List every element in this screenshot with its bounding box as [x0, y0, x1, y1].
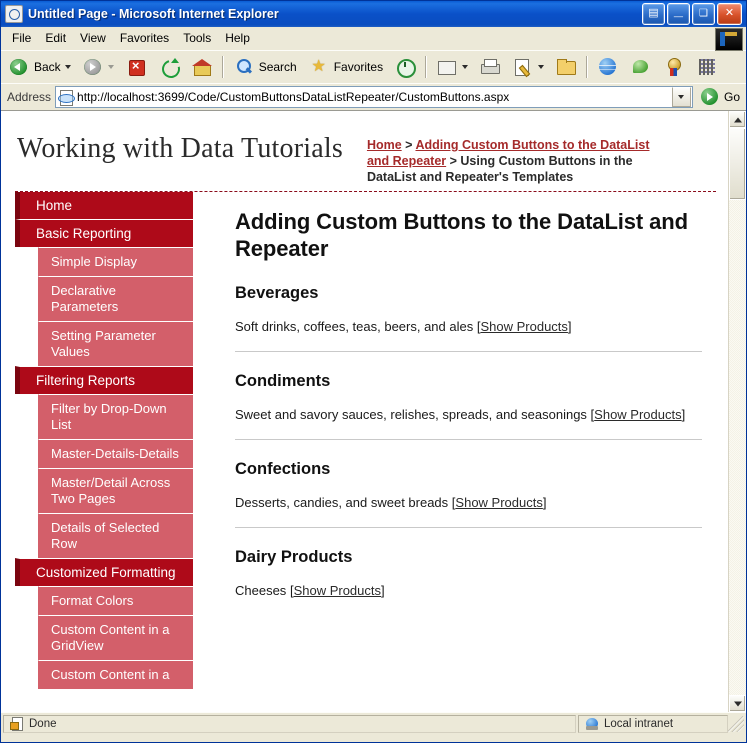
globe-button[interactable]	[592, 53, 624, 81]
sidebar-item-setting-parameter-values[interactable]: Setting Parameter Values	[38, 321, 193, 366]
refresh-button[interactable]	[153, 53, 185, 81]
sidebar-item-custom-content-in-a[interactable]: Custom Content in a	[38, 660, 193, 689]
back-button[interactable]	[3, 53, 76, 81]
toolbar-separator-3	[586, 56, 588, 78]
discuss-button[interactable]	[550, 53, 582, 81]
home-icon	[191, 56, 213, 78]
breadcrumb	[343, 121, 667, 185]
category-description: Soft drinks, coffees, teas, beers, and ales	[235, 319, 474, 334]
menu-item-view[interactable]: View	[80, 31, 106, 45]
site-title: Working with Data Tutorials	[17, 133, 343, 164]
resize-grip[interactable]	[728, 716, 744, 732]
back-label: Back	[34, 60, 61, 74]
sidebar-item-custom-content-in-a-gridview[interactable]: Custom Content in a GridView	[38, 615, 193, 660]
back-dropdown-icon[interactable]	[65, 65, 71, 69]
ie-logo-icon	[715, 28, 743, 51]
sidebar-item-customized-formatting[interactable]: Customized Formatting	[15, 558, 193, 586]
edit-button[interactable]	[507, 53, 549, 81]
address-url-text: http://localhost:3699/Code/CustomButtonsDataListRepeater/CustomButtons.aspx	[77, 90, 510, 104]
menu-bar	[1, 27, 746, 50]
grid-icon	[696, 56, 718, 78]
refresh-icon	[158, 56, 180, 78]
sidebar-item-master-details-details[interactable]: Master-Details-Details	[38, 439, 193, 468]
category-confections	[235, 460, 702, 513]
page-area	[1, 110, 746, 712]
category-separator	[235, 527, 702, 528]
bracket-close: ]	[681, 407, 686, 422]
page-header	[1, 111, 728, 189]
address-dropdown-button[interactable]	[672, 87, 691, 107]
messenger-button[interactable]	[625, 53, 657, 81]
category-description-row	[235, 317, 702, 337]
favorites-label: Favorites	[333, 60, 384, 74]
breadcrumb-separator-1: >	[401, 138, 416, 152]
category-name: Confections	[235, 460, 331, 478]
page-scrollbar-vertical[interactable]	[728, 111, 746, 712]
menu-item-help[interactable]: Help	[225, 31, 250, 45]
category-description-row	[235, 493, 702, 513]
category-beverages	[235, 284, 702, 337]
go-arrow-icon	[699, 86, 721, 108]
category-description-row	[235, 581, 702, 601]
navigation-toolbar	[1, 50, 746, 83]
mail-button[interactable]	[431, 53, 473, 81]
go-button[interactable]	[697, 85, 746, 109]
security-zone-cell[interactable]	[578, 715, 728, 733]
restore-group-button[interactable]: ▤	[642, 3, 665, 25]
bracket-close: ]	[381, 583, 385, 598]
search-label: Search	[258, 60, 297, 74]
show-products-button[interactable]: Show Products	[594, 407, 682, 422]
category-description-row	[235, 405, 702, 425]
close-button[interactable]: ✕	[717, 3, 742, 25]
home-button[interactable]	[186, 53, 218, 81]
menu-item-tools[interactable]: Tools	[183, 31, 212, 45]
window-controls	[642, 3, 744, 25]
sidebar-item-details-of-selected-row[interactable]: Details of Selected Row	[38, 513, 193, 558]
print-icon	[479, 56, 501, 78]
category-condiments	[235, 372, 702, 425]
breadcrumb-current: Using Custom Buttons in the DataList and Repeater's Templates	[366, 154, 633, 184]
sidebar-item-master-detail-across-two-pages[interactable]: Master/Detail Across Two Pages	[38, 468, 193, 513]
stop-icon	[125, 56, 147, 78]
menu-item-edit[interactable]: Edit	[45, 31, 67, 45]
breadcrumb-separator-2: >	[446, 154, 461, 168]
toolbar-separator-2	[425, 56, 427, 78]
back-icon	[8, 56, 30, 78]
toolbar-separator-1	[222, 56, 224, 78]
status-bar	[1, 712, 746, 735]
grid-button[interactable]	[691, 53, 723, 81]
bracket-open: [	[451, 495, 456, 510]
status-message-cell	[3, 715, 576, 733]
globe-icon	[597, 56, 619, 78]
forward-dropdown-icon[interactable]	[108, 65, 114, 69]
category-separator	[235, 439, 702, 440]
medal-button[interactable]	[658, 53, 690, 81]
maximize-button[interactable]: ❑	[692, 3, 715, 25]
scrollbar-thumb[interactable]	[729, 128, 746, 200]
discuss-folder-icon	[555, 56, 577, 78]
sidebar-item-format-colors[interactable]: Format Colors	[38, 586, 193, 615]
sidebar-item-basic-reporting[interactable]: Basic Reporting	[15, 219, 193, 247]
title-bar	[1, 1, 746, 27]
go-label: Go	[723, 90, 740, 104]
category-name: Beverages	[235, 284, 319, 302]
search-icon	[233, 56, 255, 78]
breadcrumb-parent-link[interactable]: Adding Custom Buttons to the DataList and Repeater	[366, 138, 650, 168]
show-products-button[interactable]: Show Products	[293, 583, 381, 598]
bracket-open: [	[289, 583, 294, 598]
page-globe-icon	[58, 89, 74, 105]
category-separator	[235, 351, 702, 352]
messenger-icon	[630, 56, 652, 78]
category-name: Condiments	[235, 372, 331, 390]
address-bar	[1, 83, 746, 110]
ie-page-icon	[5, 5, 23, 23]
edit-dropdown-icon[interactable]	[538, 65, 544, 69]
scroll-down-button[interactable]	[729, 695, 746, 712]
bracket-close: ]	[567, 319, 572, 334]
favorites-button[interactable]	[303, 53, 388, 81]
edit-icon	[512, 56, 534, 78]
scroll-up-button[interactable]	[729, 111, 746, 128]
medal-icon	[663, 56, 685, 78]
sidebar-item-simple-display[interactable]: Simple Display	[38, 247, 193, 276]
security-zone-label: Local intranet	[604, 718, 674, 730]
forward-button[interactable]	[77, 53, 119, 81]
print-button[interactable]	[474, 53, 506, 81]
sidebar-navigation	[1, 192, 193, 689]
sidebar-item-filter-by-drop-down-list[interactable]: Filter by Drop-Down List	[38, 394, 193, 439]
breadcrumb-home-link[interactable]: Home	[366, 138, 402, 152]
bracket-open: [	[590, 407, 595, 422]
bracket-close: ]	[542, 495, 547, 510]
window-title: Untitled Page - Microsoft Internet Explorer	[28, 7, 279, 21]
sidebar-item-declarative-parameters[interactable]: Declarative Parameters	[38, 276, 193, 321]
status-message: Done	[29, 718, 57, 730]
menu-item-file[interactable]: File	[12, 31, 32, 45]
bracket-open: [	[476, 319, 481, 334]
menu-item-favorites[interactable]: Favorites	[119, 31, 170, 45]
minimize-button[interactable]: _	[667, 3, 690, 25]
mail-dropdown-icon[interactable]	[462, 65, 468, 69]
mail-icon	[436, 56, 458, 78]
category-name: Dairy Products	[235, 548, 353, 566]
category-description: Cheeses	[235, 583, 287, 598]
favorites-star-icon	[308, 56, 330, 78]
category-dairy-products	[235, 548, 702, 601]
address-label: Address	[7, 90, 52, 104]
forward-icon	[82, 56, 104, 78]
web-page-content	[1, 111, 728, 712]
category-description: Desserts, candies, and sweet breads	[235, 495, 449, 510]
scrollbar-track[interactable]	[729, 128, 746, 695]
search-button[interactable]	[228, 53, 302, 81]
history-button[interactable]	[389, 53, 421, 81]
local-intranet-icon	[585, 717, 599, 731]
show-products-button[interactable]: Show Products	[455, 495, 543, 510]
address-input[interactable]	[55, 86, 693, 108]
stop-button[interactable]	[120, 53, 152, 81]
history-clock-icon	[394, 56, 416, 78]
document-icon	[10, 717, 24, 731]
sidebar-item-filtering-reports[interactable]: Filtering Reports	[15, 366, 193, 394]
show-products-button[interactable]: Show Products	[480, 319, 568, 334]
sidebar-item-home[interactable]: Home	[15, 192, 193, 219]
page-title: Adding Custom Buttons to the DataList and Repeater	[235, 209, 688, 261]
category-description: Sweet and savory sauces, relishes, spreads, and seasonings	[235, 407, 587, 422]
page-body	[1, 192, 728, 689]
main-content	[193, 192, 728, 625]
